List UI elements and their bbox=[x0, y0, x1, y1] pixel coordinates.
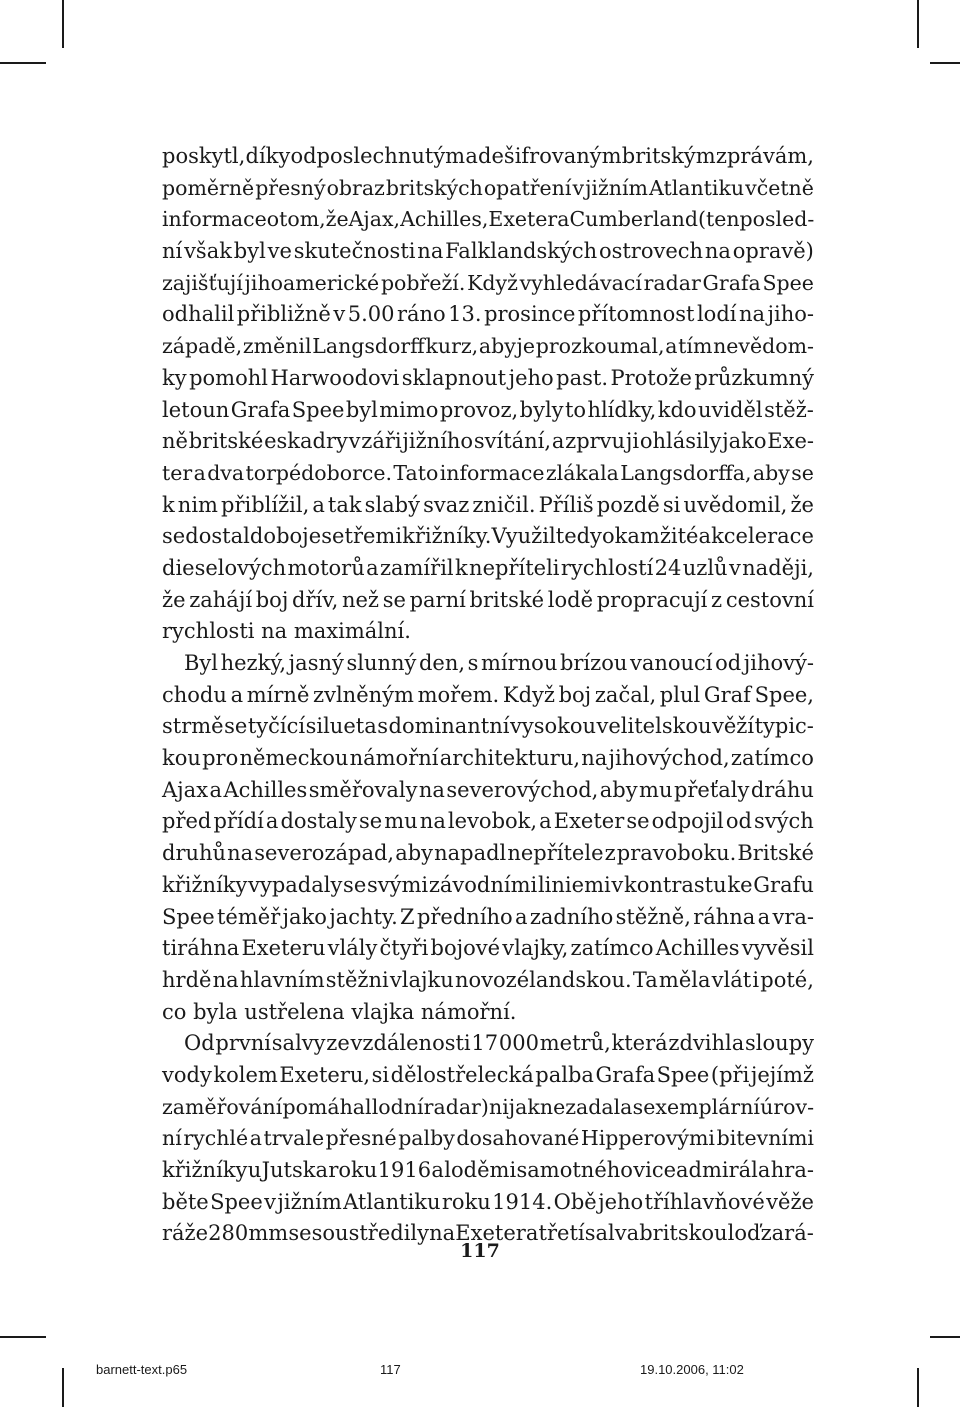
text-line: Od první salvy ze vzdálenosti 17 000 metrů, která zdvihla sloupy bbox=[184, 1031, 814, 1056]
crop-mark-top-left-h bbox=[0, 62, 46, 64]
text-line: odhalil přibližně v 5.00 ráno 13. prosince přítomnost lodí na jiho- bbox=[162, 302, 814, 327]
text-line: běte Spee v jižním Atlantiku roku 1914. Obě jeho tříhlavňové věže bbox=[162, 1189, 814, 1214]
crop-mark-bottom-left-h bbox=[0, 1336, 46, 1338]
text-line: ter a dva torpédoborce. Tato informace zlákala Langsdorffa, aby se bbox=[162, 460, 814, 485]
slug-timestamp: 19.10.2006, 11:02 bbox=[640, 1362, 744, 1377]
text-line: druhů na severozápad, aby napadl nepřítele z pravoboku. Britské bbox=[162, 841, 814, 866]
crop-mark-bottom-left-v bbox=[62, 1368, 64, 1407]
text-line: strmě se tyčící silueta s dominantní vysokou velitelskou věží typic- bbox=[162, 714, 814, 739]
text-line: kou pro německou námořní architekturu, na jihovýchod, zatímco bbox=[162, 746, 814, 771]
text-line: k nim přiblížil, a tak slabý svaz zničil. Příliš pozdě si uvědomil, že bbox=[162, 492, 814, 517]
text-line: ní však byl ve skutečnosti na Falklandských ostrovech na opravě) bbox=[162, 239, 814, 264]
text-line: před přídí a dostaly se mu na levobok, a Exeter se odpojil od svých bbox=[162, 809, 814, 834]
text-line: chodu a mírně zvlněným mořem. Když boj začal, plul Graf Spee, bbox=[162, 682, 814, 707]
body-text bbox=[162, 141, 814, 1250]
text-line: rychlosti na maximální. bbox=[162, 619, 411, 644]
text-line: Spee téměř jako jachty. Z předního a zadního stěžně, ráhna a vra- bbox=[162, 904, 814, 929]
text-line: zajišťují jihoamerické pobřeží. Když vyhledávací radar Grafa Spee bbox=[162, 270, 814, 295]
text-line: dieselových motorů a zamířil k nepříteli rychlostí 24 uzlů v naději, bbox=[162, 555, 814, 580]
slug-filename: barnett-text.p65 bbox=[96, 1362, 188, 1377]
text-line: Byl hezký, jasný slunný den, s mírnou brízou vanoucí od jihový- bbox=[184, 651, 814, 675]
text-line: zaměřování pomáhal lodní radar) nijak nezadala s exemplární úrov- bbox=[162, 1094, 814, 1119]
text-line: západě, změnil Langsdorff kurz, aby je prozkoumal, a tím nevědom- bbox=[162, 334, 814, 359]
text-line: že zahájí boj dřív, než se parní britské lodě propracují z cestovní bbox=[162, 587, 814, 612]
text-line: poměrně přesný obraz britských opatření v jižním Atlantiku včetně bbox=[162, 175, 814, 200]
slug-page: 117 bbox=[380, 1362, 401, 1377]
text-line: poskytl, díky odposlechnutým a dešifrovaným britským zprávám, bbox=[162, 144, 814, 168]
text-line: tiráhna Exeteru vlály čtyři bojové vlajky, zatímco Achilles vyvěsil bbox=[162, 936, 814, 961]
crop-mark-bottom-right-v bbox=[917, 1368, 919, 1407]
text-line: ní rychlé a trvale přesné palby dosahované Hipperovými bitevními bbox=[162, 1126, 814, 1151]
text-line: Ajax a Achilles směřovaly na severovýchod, aby mu přeťaly dráhu bbox=[162, 777, 814, 802]
text-line: ky pomohl Harwoodovi sklapnout jeho past. Protože průzkumný bbox=[162, 365, 814, 390]
text-line: vody kolem Exeteru, si dělostřelecká palba Grafa Spee (při jejímž bbox=[162, 1062, 814, 1087]
text-line: ně britské eskadry v záři jižního svítání, a zprvu ji ohlásily jako Exe- bbox=[162, 429, 814, 454]
text-line: ráže 280 mm se soustředily na Exeter a třetí salva britskou loď zará- bbox=[162, 1221, 814, 1246]
text-line: křižníky u Jutska roku 1916 a loděmi samotného viceadmirála hra- bbox=[162, 1158, 814, 1182]
text-line: letoun Grafa Spee byl mimo provoz, byly to hlídky, kdo uviděl stěž- bbox=[162, 397, 814, 422]
crop-mark-top-left-v bbox=[62, 0, 64, 48]
text-line: hrdě na hlavním stěžni vlajku novozélandskou. Ta měla vlát i poté, bbox=[162, 967, 814, 992]
page-number: 117 bbox=[460, 1240, 500, 1262]
crop-mark-top-right-h bbox=[930, 62, 960, 64]
text-line: co byla ustřelena vlajka námořní. bbox=[162, 999, 517, 1024]
text-line: informace o tom, že Ajax, Achilles, Exeter a Cumberland (ten posled- bbox=[162, 207, 815, 232]
text-line: křižníky vypadaly se svými závodními liniemi v kontrastu ke Grafu bbox=[162, 872, 814, 897]
text-line: se dostal do boje se třemi křižníky. Využil tedy okamžité akcelerace bbox=[162, 524, 814, 549]
crop-mark-top-right-v bbox=[917, 0, 919, 48]
crop-mark-bottom-right-h bbox=[930, 1336, 960, 1338]
